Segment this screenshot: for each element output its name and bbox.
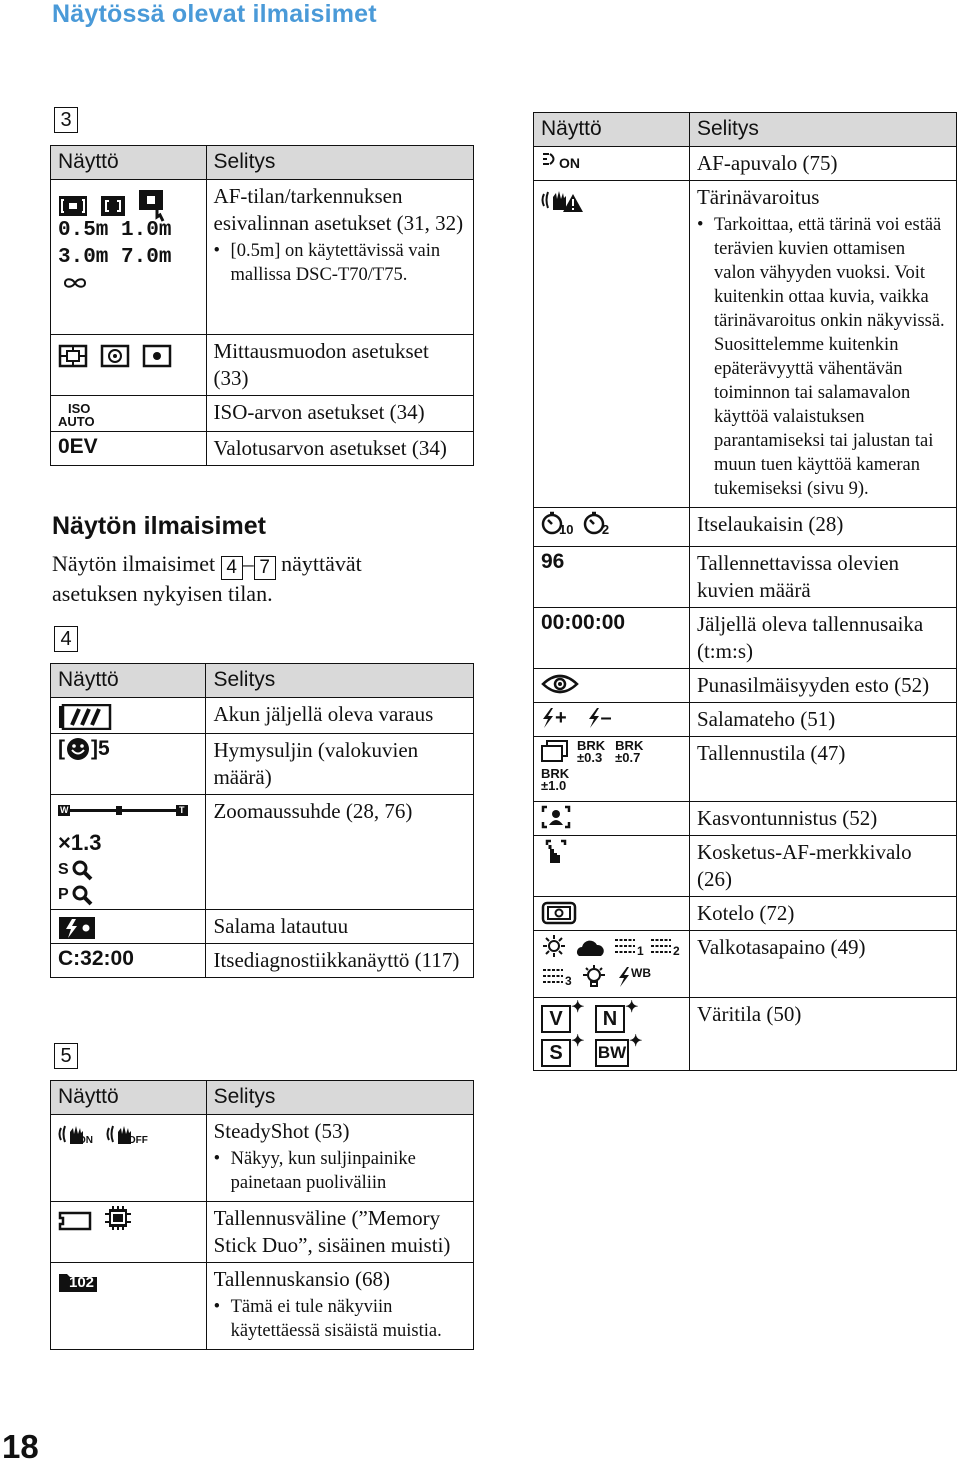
af-multi-icon [58,195,88,217]
af-illuminator-desc: AF-apuvalo (75) [689,147,956,181]
color-mode-icon: N ✦ [595,1003,635,1031]
flash-level-desc: Salamateho (51) [689,703,956,737]
iso-label: ISO [68,401,91,416]
table-row [51,335,474,396]
self-timer-desc: Itselaukaisin (28) [689,508,956,547]
fluorescent-3-icon [541,964,565,986]
fluorescent-icon [613,934,637,956]
memory-stick-icon [58,1209,92,1231]
table-header [51,664,474,698]
precision-zoom-label: P [58,886,69,904]
color-mode-icon: V ✦ [541,1003,581,1031]
page-header: Näytössä olevat ilmaisimet [52,0,377,28]
touch-af-desc: Kosketus-AF-merkkivalo (26) [689,836,956,897]
iso-auto-label: AUTO [58,414,95,429]
af-mode-desc: AF-tilan/tarkennuksen esivalinnan asetukset (31, 32) [213,184,464,235]
table-row: ON AF-apuvalo (75) [534,147,957,181]
spot-metering-icon [142,344,172,368]
page-number: 18 [2,1428,39,1465]
flash-charging-icon [58,916,96,940]
table-row [51,1202,474,1263]
center-metering-icon [100,344,130,368]
af-illuminator-icon [541,151,559,173]
table-row [534,181,957,508]
recording-media-desc: Tallennusväline (”Memory Stick Duo”, sisäinen muisti) [206,1202,473,1263]
af-center-icon [100,195,126,217]
remaining-time: 00:00:00 [534,608,690,669]
self-diagnosis-desc: Itsediagnostiikkanäyttö (117) [206,944,474,978]
remaining-images-desc: Tallennettavissa olevien kuvien määrä [689,547,956,608]
touch-af-icon [541,839,571,869]
internal-memory-icon [104,1205,132,1231]
table-row: ON OFF SteadyShot (53) • Näkyy, kun suljinpainike painetaan puoliväliin [51,1115,474,1202]
table-row [51,396,474,432]
bracket-03: BRK ±0.3 [577,738,606,765]
col-header-display: Näyttö [534,113,690,147]
col-header-display: Näyttö [51,1081,207,1115]
color-mode-icon: S ✦ [541,1037,581,1065]
table-row [534,737,957,802]
col-header-display: Näyttö [51,146,207,180]
smile-icon [66,737,90,761]
col-header-display: Näyttö [51,664,206,698]
magnifier-icon [71,884,93,906]
table-row [51,698,474,734]
col-header-description: Selitys [206,664,474,698]
table-row [534,547,957,608]
steadyshot-desc: SteadyShot (53) [213,1119,350,1143]
ev-desc: Valotusarvon asetukset (34) [206,432,473,466]
housing-icon [541,900,577,926]
table-row: 1 2 3 WB Valkotasapaino (49) [534,931,957,998]
folder-number: 102 [69,1274,95,1291]
col-header-description: Selitys [689,113,956,147]
zoom-ratio: ×1.3 [58,830,102,855]
battery-desc: Akun jäljellä oleva varaus [206,698,474,734]
table-header [51,146,474,180]
red-eye-desc: Punasilmäisyyden esto (52) [689,669,956,703]
table-header [51,1081,474,1115]
section-3-number: 3 [54,107,78,133]
bracket-10: BRK ±1.0 [541,766,570,793]
vibration-warning-desc: Tärinävaroitus [696,185,820,209]
table-row [534,836,957,897]
af-mode-bullet: • [0.5m] on käytettävissä vain mallissa DSC-T70/T75. [214,239,466,287]
col-header-description: Selitys [206,146,473,180]
table-row: + – Salamateho (51) [534,703,957,737]
red-eye-icon [541,673,579,695]
bracket-07: BRK ±0.7 [615,738,644,765]
table-row [51,910,474,944]
table-row [534,897,957,931]
incandescent-icon [579,964,609,988]
vibration-warning-bullet: • Tarkoittaa, että tärinä voi estää terävien kuvien ottamisen valon vähyyden vuoksi. Voit kuitenkin ottaa kuvia, vaikka tärinävaroitus onkin näkyvissä. [697,213,949,333]
table-row [534,669,957,703]
table-row [51,432,474,466]
zoom-bar: W T [58,804,198,820]
remaining-images-count: 96 [534,547,690,608]
flash-level-minus-icon [587,707,601,729]
table-row [534,802,957,836]
table-row: [ ]5 Hymysuljin (valokuvien määrä) [51,734,474,795]
right-table [533,112,957,1071]
burst-desc: Tallennustila (47) [689,737,956,802]
section-4-number: 4 [54,626,78,652]
steadyshot-bullet: • Näkyy, kun suljinpainike painetaan puoliväliin [214,1147,466,1195]
housing-desc: Kotelo (72) [689,897,956,931]
white-balance-desc: Valkotasapaino (49) [689,931,956,998]
table-row [534,998,957,1071]
multi-metering-icon [58,344,88,368]
infinity-icon [62,276,88,290]
section-title: Näytön ilmaisimet [52,512,266,540]
section-4-table [50,663,474,978]
metering-icons [58,344,199,368]
table-row: 10 2 Itselaukaisin (28) [534,508,957,547]
section-intro: Näytön ilmaisimet 4 – 7 näyttävät asetuksen nykyisen tilan. [52,551,362,606]
zoom-bar-track [58,804,188,818]
smile-shutter-desc: Hymysuljin (valokuvien määrä) [206,734,474,795]
vibration-warning-icon [541,186,585,216]
table-row [51,1263,474,1350]
cloud-icon [575,936,605,958]
focus-distance-line-2: 3.0m 7.0m [58,246,172,269]
table-row [534,608,957,669]
section-3-table [50,145,474,466]
table-row [51,180,474,335]
metering-desc: Mittausmuodon asetukset (33) [206,335,473,396]
section-5-table [50,1080,474,1350]
face-detection-icon [541,805,571,829]
burst-icon [541,740,569,764]
remaining-time-desc: Jäljellä oleva tallennusaika (t:m:s) [689,608,956,669]
flash-wb-icon [617,966,631,988]
smart-zoom-label: S [58,861,69,879]
flash-level-icon [541,707,555,729]
vibration-warning-bullet-cont: Suosittelemme kuitenkin epäterävyyttä vähentävän toiminnon tai salamavalon käyttöä valaistuksen parantamiseksi tai jalustan tai muun tuen käyttöä kameran tukemiseksi (sivu 9). [713,335,934,499]
fluorescent-2-icon [649,934,673,956]
section-5-number: 5 [54,1043,78,1069]
color-mode-icon: BW ✦ [595,1037,635,1065]
smile-count: ]5 [91,737,110,760]
color-mode-desc: Väritila (50) [689,998,956,1071]
table-row [51,795,474,910]
sun-icon [541,934,567,958]
col-header-description: Selitys [206,1081,473,1115]
face-detection-desc: Kasvontunnistus (52) [689,802,956,836]
folder-bullet: • Tämä ei tule näkyviin käytettäessä sisäistä muistia. [214,1295,466,1343]
zoom-desc: Zoomaussuhde (28, 76) [206,795,474,910]
table-row [51,944,474,978]
folder-desc: Tallennuskansio (68) [213,1267,390,1291]
flash-charging-desc: Salama latautuu [206,910,474,944]
magnifier-icon [71,859,93,881]
ev-value: 0EV [51,432,207,466]
self-diagnosis-code: C:32:00 [51,944,206,978]
focus-distance-line-1: 0.5m 1.0m [58,219,172,242]
iso-desc: ISO-arvon asetukset (34) [206,396,473,432]
table-header [534,113,957,147]
battery-icon [58,704,112,730]
